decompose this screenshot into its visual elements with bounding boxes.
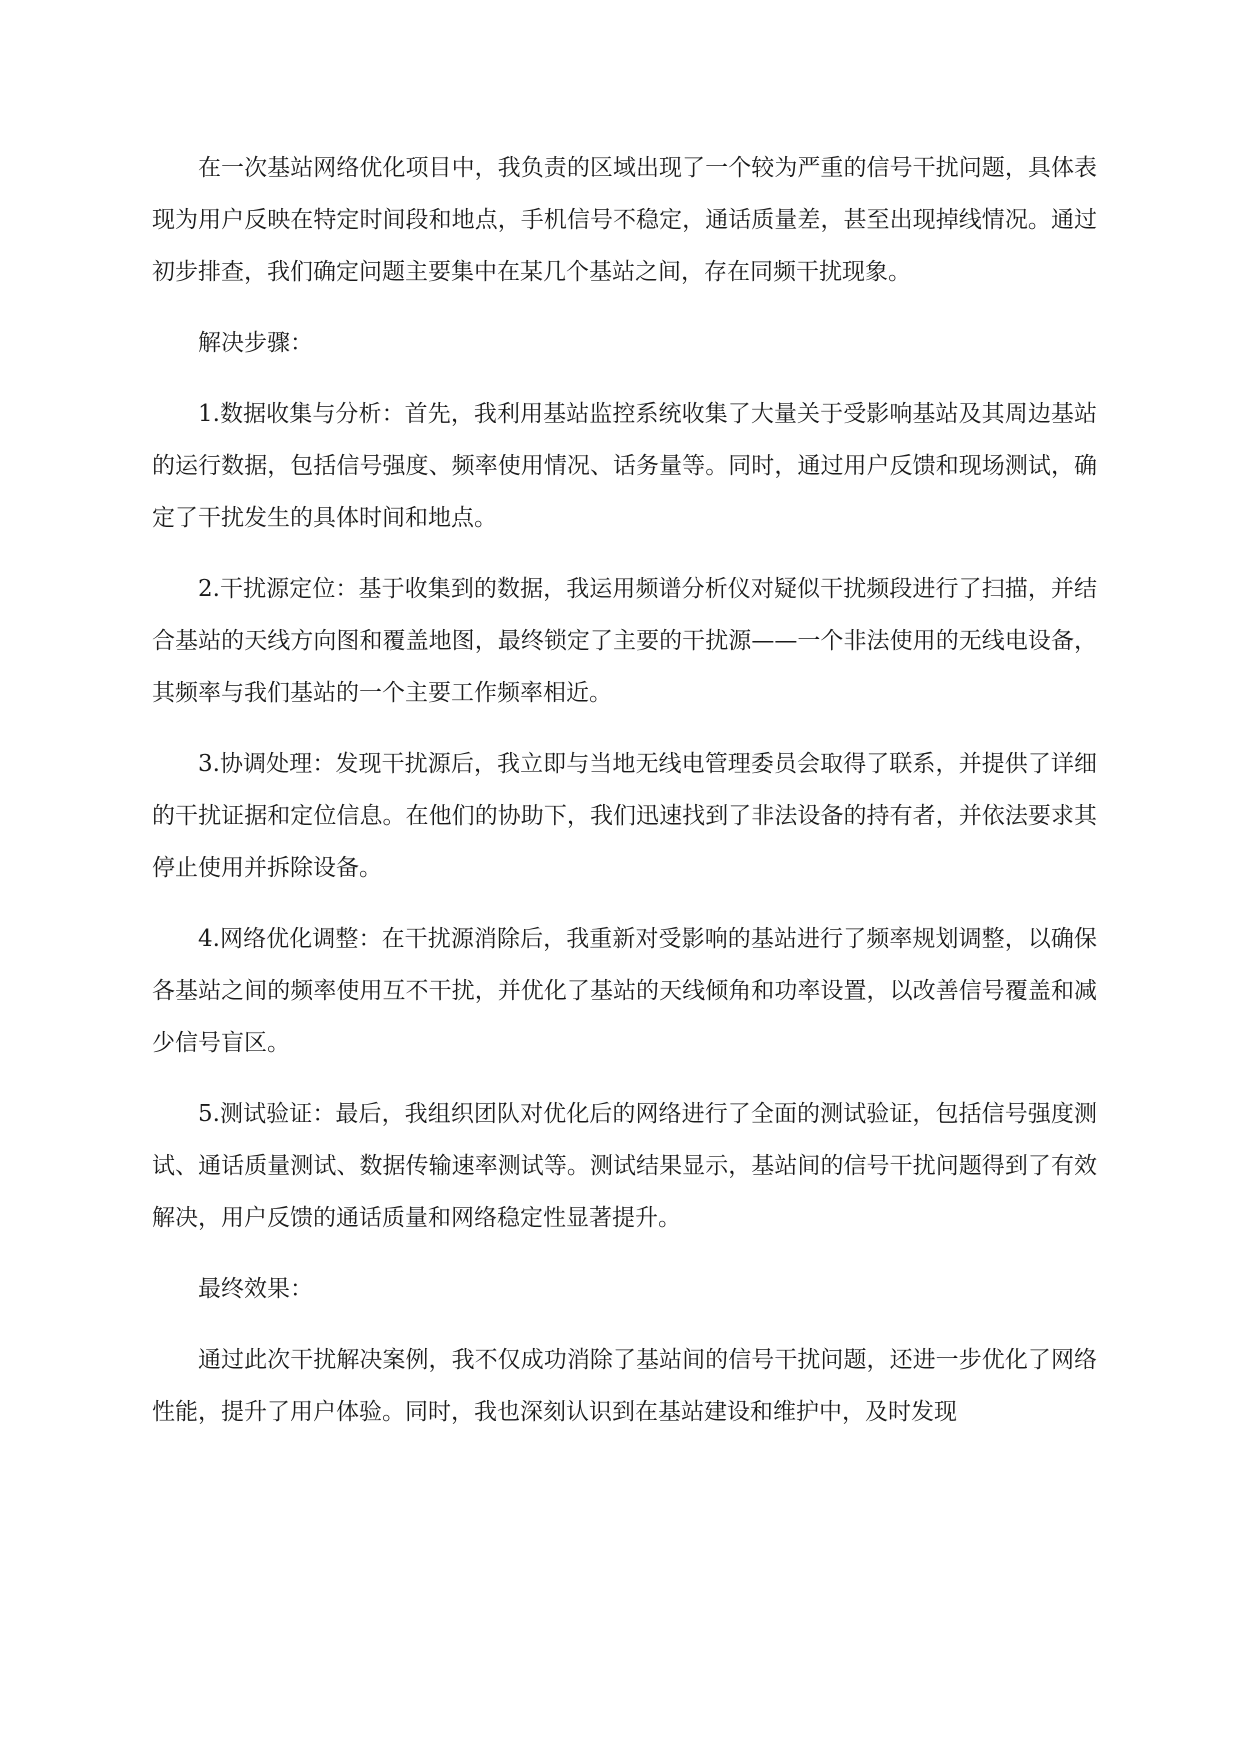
paragraph-intro: 在一次基站网络优化项目中，我负责的区域出现了一个较为严重的信号干扰问题，具体表现为用户反映在特定时间段和地点，手机信号不稳定，通话质量差，甚至出现掉线情况。通过初步排查，我们确定问题主要集中在某几个基站之间，存在同频干扰现象。	[152, 155, 1097, 285]
paragraph-step-3: 3.协调处理：发现干扰源后，我立即与当地无线电管理委员会取得了联系，并提供了详细的干扰证据和定位信息。在他们的协助下，我们迅速找到了非法设备的持有者，并依法要求其停止使用并拆除设备。	[152, 751, 1097, 881]
paragraph-step-2: 2.干扰源定位：基于收集到的数据，我运用频谱分析仪对疑似干扰频段进行了扫描，并结合基站的天线方向图和覆盖地图，最终锁定了主要的干扰源——一个非法使用的无线电设备，其频率与我们基站的一个主要工作频率相近。	[152, 576, 1097, 706]
document-body	[152, 142, 1097, 1457]
paragraph-step-1: 1.数据收集与分析：首先，我利用基站监控系统收集了大量关于受影响基站及其周边基站的运行数据，包括信号强度、频率使用情况、话务量等。同时，通过用户反馈和现场测试，确定了干扰发生的具体时间和地点。	[152, 401, 1097, 531]
paragraph-step-5: 5.测试验证：最后，我组织团队对优化后的网络进行了全面的测试验证，包括信号强度测试、通话质量测试、数据传输速率测试等。测试结果显示，基站间的信号干扰问题得到了有效解决，用户反馈的通话质量和网络稳定性显著提升。	[152, 1101, 1097, 1231]
section-heading-result: 最终效果：	[198, 1276, 313, 1302]
section-heading-steps: 解决步骤：	[198, 330, 313, 356]
paragraph-step-4: 4.网络优化调整：在干扰源消除后，我重新对受影响的基站进行了频率规划调整，以确保各基站之间的频率使用互不干扰，并优化了基站的天线倾角和功率设置，以改善信号覆盖和减少信号盲区。	[152, 926, 1097, 1056]
paragraph-conclusion: 通过此次干扰解决案例，我不仅成功消除了基站间的信号干扰问题，还进一步优化了网络性能，提升了用户体验。同时，我也深刻认识到在基站建设和维护中，及时发现	[152, 1347, 1097, 1425]
